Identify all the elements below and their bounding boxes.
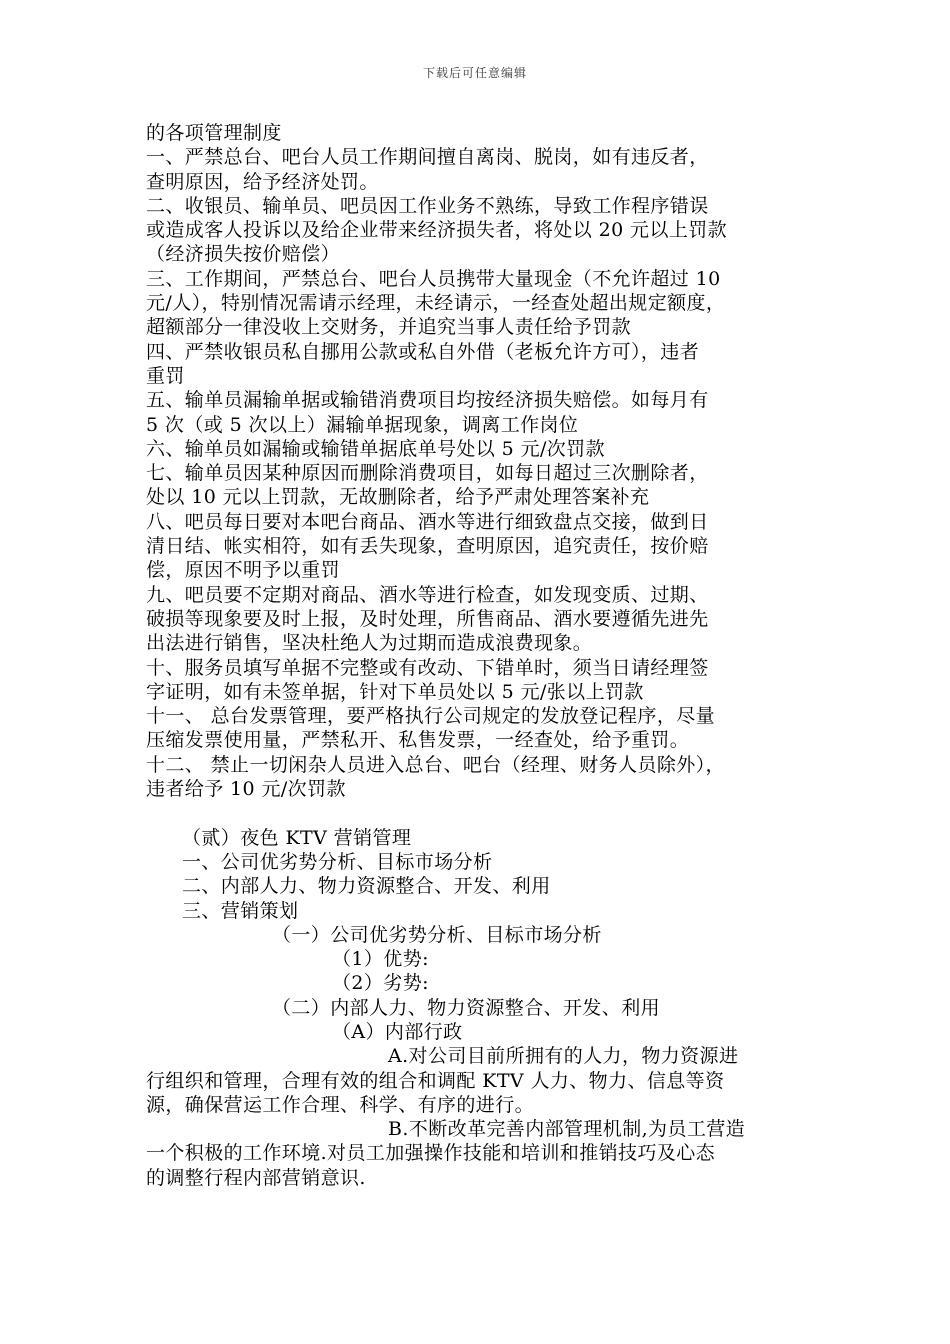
text-line: 十、服务员填写单据不完整或有改动、下错单时，须当日请经理签 xyxy=(146,656,709,679)
text-line: 重罚 xyxy=(146,364,185,387)
text-line: 二、收银员、输单员、吧员因工作业务不熟练，导致工作程序错误 xyxy=(146,194,709,217)
text-line: 超额部分一律没收上交财务，并追究当事人责任给予罚款 xyxy=(146,316,632,339)
text-line: 七、输单员因某种原因而删除消费项目，如每日超过三次删除者， xyxy=(146,462,709,485)
text-line: 违者给予 10 元/次罚款 xyxy=(146,778,346,801)
text-line: 六、输单员如漏输或输错单据底单号处以 5 元/次罚款 xyxy=(146,437,605,460)
text-line: 偿，原因不明予以重罚 xyxy=(146,559,341,582)
text-line: 九、吧员要不定期对商品、酒水等进行检查，如发现变质、过期、 xyxy=(146,583,709,606)
text-line: 一、严禁总台、吧台人员工作期间擅自离岗、脱岗，如有违反者， xyxy=(146,146,709,169)
text-line: 字证明，如有未签单据，针对下单员处以 5 元/张以上罚款 xyxy=(146,680,644,703)
text-line: 压缩发票使用量，严禁私开、私售发票，一经查处，给予重罚。 xyxy=(146,729,690,752)
outline-item: 一、公司优劣势分析、目标市场分析 xyxy=(182,850,493,873)
paragraph-line: 的调整行程内部营销意识. xyxy=(146,1166,366,1189)
sub-item: （2）劣势: xyxy=(332,972,429,995)
outline-item: 二、内部人力、物力资源整合、开发、利用 xyxy=(182,875,551,898)
text-line: （经济损失按价赔偿） xyxy=(146,243,341,266)
text-line: 十一、 总台发票管理，要严格执行公司规定的发放登记程序，尽量 xyxy=(146,705,716,728)
sub-item: （A）内部行政 xyxy=(332,1020,463,1043)
paragraph-line: 源，确保营运工作合理、科学、有序的进行。 xyxy=(146,1093,535,1116)
sub-heading: （二）内部人力、物力资源整合、开发、利用 xyxy=(272,996,661,1019)
text-line: 处以 10 元以上罚款，无故删除者，给予严肃处理答案补充 xyxy=(146,486,650,509)
text-line: 五、输单员漏输单据或输错消费项目均按经济损失赔偿。如每月有 xyxy=(146,389,709,412)
outline-item: 三、营销策划 xyxy=(182,899,299,922)
text-line: 元/人），特别情况需请示经理，未经请示，一经查处超出规定额度， xyxy=(146,292,726,315)
paragraph-line: 行组织和管理，合理有效的组合和调配 KTV 人力、物力、信息等资 xyxy=(146,1069,725,1092)
page-header: 下载后可任意编辑 xyxy=(422,66,527,80)
rules-section xyxy=(146,121,818,801)
paragraph-line: 一个积极的工作环境.对员工加强操作技能和培训和推销技巧及心态 xyxy=(146,1142,716,1165)
text-line: 破损等现象要及时上报，及时处理，所售商品、酒水要遵循先进先 xyxy=(146,607,709,630)
section-title: （贰）夜色 KTV 营销管理 xyxy=(182,826,412,849)
paragraph-line: B.不断改革完善内部管理机制,为员工营造 xyxy=(388,1118,746,1141)
text-line: 八、吧员每日要对本吧台商品、酒水等进行细致盘点交接，做到日 xyxy=(146,510,709,533)
text-line: 5 次（或 5 次以上）漏输单据现象，调离工作岗位 xyxy=(146,413,579,436)
text-line: 的各项管理制度 xyxy=(146,122,282,144)
document-body xyxy=(146,121,818,1190)
text-line: 查明原因，给予经济处罚。 xyxy=(146,170,379,193)
marketing-section xyxy=(146,826,818,1190)
text-line: 十二、 禁止一切闲杂人员进入总台、吧台（经理、财务人员除外）， xyxy=(146,753,725,776)
section-spacer xyxy=(146,801,818,825)
paragraph-line: A.对公司目前所拥有的人力，物力资源进 xyxy=(388,1045,739,1068)
text-line: 三、工作期间，严禁总台、吧台人员携带大量现金（不允许超过 10 xyxy=(146,267,721,290)
text-line: 或造成客人投诉以及给企业带来经济损失者，将处以 20 元以上罚款 xyxy=(146,219,728,242)
sub-heading: （一）公司优劣势分析、目标市场分析 xyxy=(272,923,602,946)
sub-item: （1）优势: xyxy=(332,948,429,971)
text-line: 出法进行销售，坚决杜绝人为过期而造成浪费现象。 xyxy=(146,632,593,655)
text-line: 四、严禁收银员私自挪用公款或私自外借（老板允许方可），违者 xyxy=(146,340,700,363)
text-line: 清日结、帐实相符，如有丢失现象，查明原因，追究责任，按价赔 xyxy=(146,535,709,558)
